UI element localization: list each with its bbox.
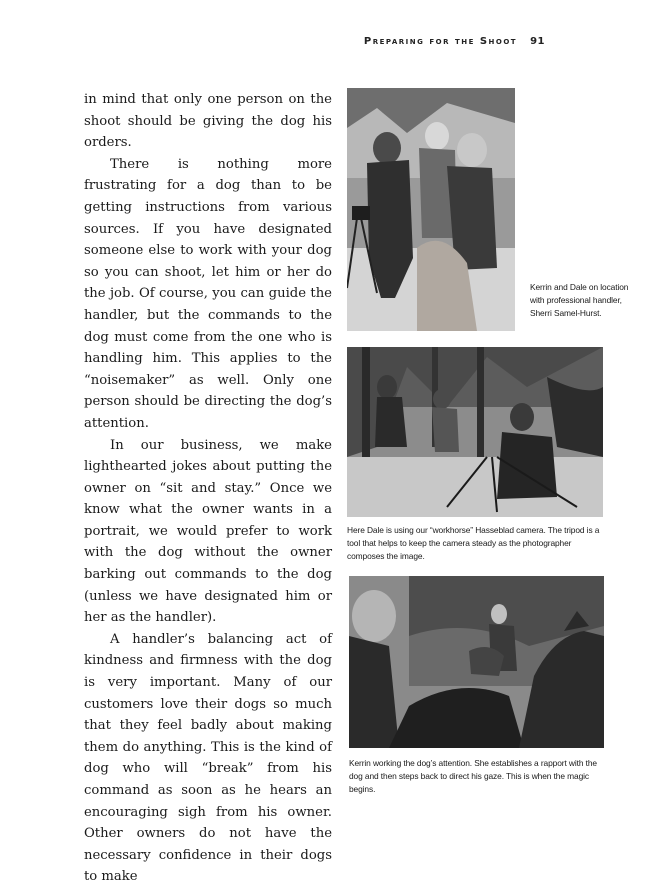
body-text-column [84, 89, 332, 888]
body-paragraph: In our business, we make lighthearted jokes about putting the owner on “sit and stay.” Once we know what the owner wants in a portrait, we would prefer to work with the dog without the owner barking out commands to the dog (unless we have designated him or her as the handler). [84, 437, 332, 626]
photo-camera-tripod [347, 347, 603, 517]
caption-2: Here Dale is using our “workhorse” Hasseblad camera. The tripod is a tool that helps to keep the camera steady as the photographer composes the image. [347, 525, 600, 561]
running-head-title: Preparing for the Shoot [363, 36, 518, 47]
caption-1: Kerrin and Dale on location with professional handler, Sherri Samel-Hurst. [530, 282, 629, 318]
photo-handlers-with-dog [347, 88, 515, 331]
caption-3: Kerrin working the dog’s attention. She establishes a rapport with the dog and then steps back to direct his gaze. This is when the magic begins. [349, 758, 597, 794]
body-paragraph: There is nothing more frustrating for a dog than to be getting instructions from various sources. If you have designated someone else to work with your dog so you can shoot, let him or her do the job. Of course, you can guide the handler, but the commands to the dog must come from the one who is handling him. This applies to the “noisemaker” as well. Only one person should be directing the dog’s attention. [84, 156, 332, 431]
page-number: 91 [530, 36, 545, 47]
body-paragraph: in mind that only one person on the shoot should be giving the dog his orders. [84, 92, 332, 151]
body-paragraph: A handler’s balancing act of kindness and firmness with the dog is very important. Many of our customers love their dogs so much that they feel badly about making them do anything. This is the kind of dog who will “break” from his command as soon as he hears an encouraging sigh from his owner. Other owners do not have the necessary confidence in their dogs to make [84, 631, 332, 885]
photo-working-dog-attention [349, 576, 604, 748]
running-head [300, 36, 545, 47]
